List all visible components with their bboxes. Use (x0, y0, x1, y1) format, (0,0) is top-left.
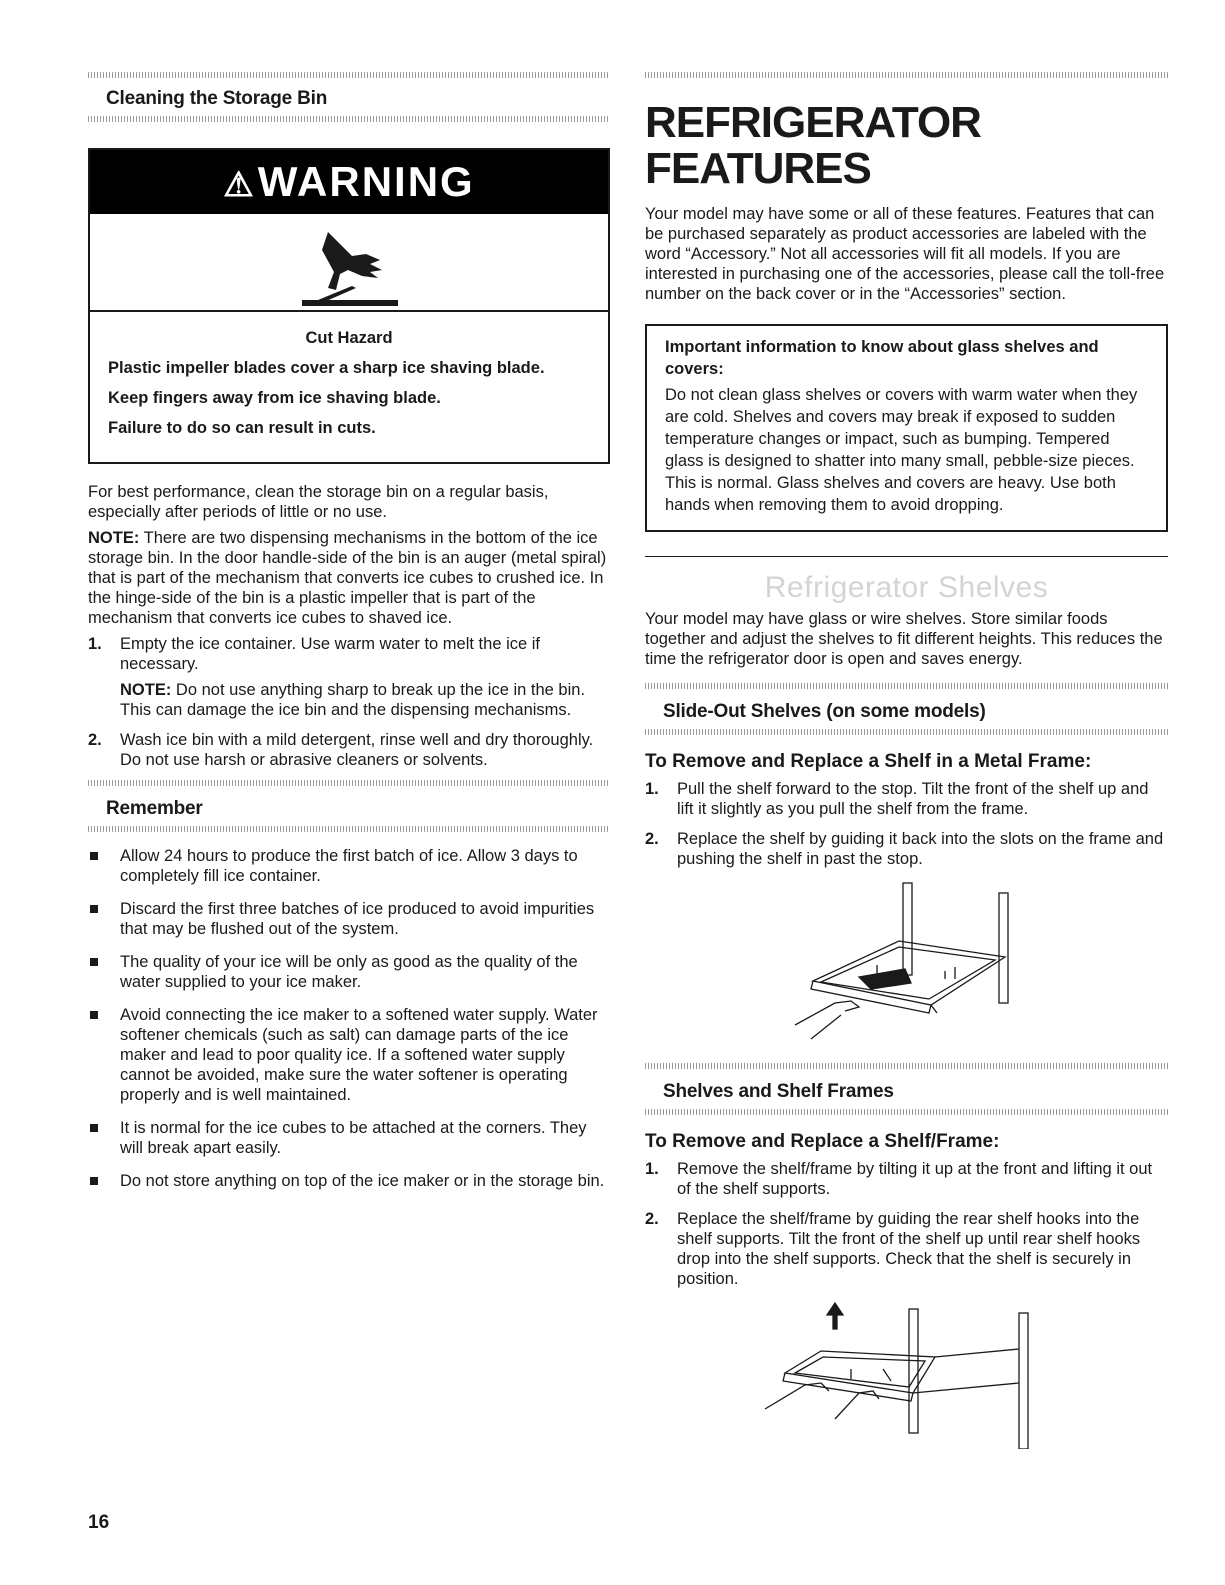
shelves-text: Your model may have glass or wire shelves. Store similar foods together and adjust the shelves to fit different heights. This reduces the time the refrigerator door is open and saves energy. (645, 610, 1163, 668)
slide-steps (645, 779, 1168, 869)
bullet-icon (90, 1177, 98, 1185)
hatch-rule (88, 116, 610, 122)
list-item (88, 634, 610, 720)
list-item (645, 829, 1168, 869)
warning-label: WARNING (257, 158, 475, 205)
bullet-icon (90, 1011, 98, 1019)
list-item (88, 1005, 610, 1105)
list-item (645, 1159, 1168, 1199)
section-cleaning-storage-bin (88, 72, 610, 122)
bullet-icon (90, 905, 98, 913)
bullet-icon (90, 852, 98, 860)
cut-hazard-icon (90, 214, 608, 312)
section-remember (88, 780, 610, 832)
info-title: Important information to know about glass shelves and covers: (665, 338, 1099, 378)
cleaning-intro: For best performance, clean the storage bin on a regular basis, especially after periods of little or no use. (88, 483, 549, 521)
step-text: Replace the shelf/frame by guiding the rear shelf hooks into the shelf supports. Tilt the front of the shelf up until rear shelf hooks drop into the shelf supports. Check that the shelf is securely in position. (677, 1210, 1141, 1288)
step-number: 1. (645, 1160, 659, 1178)
note-text: There are two dispensing mechanisms in the bottom of the ice storage bin. In the door handle-side of the bin is an auger (metal spiral) that is part of the mechanism that converts ice cubes to crushed ice. In the hinge-side of the bin is a plastic impeller that is part of the mechanism that converts ice cubes to shaved ice. (88, 529, 607, 627)
step-number: 1. (645, 780, 659, 798)
warning-line: Keep fingers away from ice shaving blade. (108, 389, 441, 407)
bullet-icon (90, 1124, 98, 1132)
warning-box (88, 148, 610, 464)
shelf-frame-illustration (645, 1299, 1168, 1449)
warning-line: Failure to do so can result in cuts. (108, 419, 376, 437)
hatch-rule (645, 72, 1168, 78)
features-intro: Your model may have some or all of these features. Features that can be purchased separately as product accessories are labeled with the word “Accessory.” Not all accessories will fit all models. If you are interested in purchasing one of the accessories, please call the toll-free number on the back cover or in the “Accessories” section. (645, 205, 1165, 303)
section-title: Cleaning the Storage Bin (106, 88, 328, 109)
step-note (120, 680, 610, 720)
info-text: Do not clean glass shelves or covers with warm water when they are cold. Shelves and covers may break if exposed to sudden temperature changes or impact, such as bumping. Tempered glass is designed to shatter into many small, pebble-size pieces. This is normal. Glass shelves and covers are heavy. Use both hands when removing them to avoid dropping. (665, 386, 1138, 514)
slide-out-shelf-illustration (645, 879, 1168, 1055)
glass-info-box (645, 324, 1168, 532)
list-item (88, 730, 610, 770)
note-label: NOTE: (120, 681, 172, 699)
left-column (88, 72, 610, 1204)
hatch-rule (645, 1109, 1168, 1115)
list-item (88, 899, 610, 939)
section-slide-out-shelves (645, 683, 1168, 735)
bullet-text: The quality of your ice will be only as good as the quality of the water supplied to your ice maker. (120, 953, 578, 991)
bullet-text: It is normal for the ice cubes to be attached at the corners. They will break apart easily. (120, 1119, 587, 1157)
bullet-text: Avoid connecting the ice maker to a softened water supply. Water softener chemicals (such as salt) can damage parts of the ice maker and lead to poor quality ice. If a softened water supply cannot be avoided, make sure the water softener is operating properly and is well maintained. (120, 1006, 598, 1104)
step-number: 2. (645, 830, 659, 848)
hatch-rule (88, 826, 610, 832)
note-label: NOTE: (88, 529, 140, 547)
list-item (88, 1171, 610, 1191)
bullet-text: Discard the first three batches of ice produced to avoid impurities that may be flushed out of the system. (120, 900, 595, 938)
step-text: Replace the shelf by guiding it back into the slots on the frame and pushing the shelf in past the stop. (677, 830, 1164, 868)
subsection-title: To Remove and Replace a Shelf in a Metal Frame: (645, 751, 1092, 772)
right-column (645, 72, 1168, 1449)
bullet-text: Allow 24 hours to produce the first batch of ice. Allow 3 days to completely fill ice container. (120, 847, 578, 885)
remember-list (88, 846, 610, 1191)
hatch-rule (645, 729, 1168, 735)
page-number: 16 (88, 1512, 110, 1533)
bullet-icon (90, 958, 98, 966)
list-item (88, 952, 610, 992)
section-title: Slide-Out Shelves (on some models) (663, 701, 986, 722)
step-number: 2. (88, 731, 102, 749)
step-text: Remove the shelf/frame by tilting it up at the front and lifting it out of the shelf supports. (677, 1160, 1153, 1198)
step-text: Wash ice bin with a mild detergent, rinse well and dry thoroughly. Do not use harsh or abrasive cleaners or solvents. (120, 731, 594, 769)
step-text: Pull the shelf forward to the stop. Tilt the front of the shelf up and lift it slightly as you pull the shelf from the frame. (677, 780, 1149, 818)
hazard-title: Cut Hazard (305, 329, 393, 347)
warning-text (90, 312, 608, 462)
bullet-text: Do not store anything on top of the ice maker or in the storage bin. (120, 1172, 605, 1190)
note-text: Do not use anything sharp to break up the ice in the bin. This can damage the ice bin and the dispensing mechanisms. (120, 681, 586, 719)
frames-steps (645, 1159, 1168, 1289)
section-shelves-frames (645, 1063, 1168, 1115)
shelves-heading: Refrigerator Shelves (764, 571, 1049, 604)
list-item (645, 779, 1168, 819)
warning-banner (90, 150, 608, 214)
warning-triangle-icon: ⚠ (223, 166, 256, 204)
list-item (88, 1118, 610, 1158)
step-text: Empty the ice container. Use warm water to melt the ice if necessary. (120, 635, 541, 673)
step-number: 2. (645, 1210, 659, 1228)
step-number: 1. (88, 635, 102, 653)
warning-line: Plastic impeller blades cover a sharp ice shaving blade. (108, 359, 545, 377)
section-title: Shelves and Shelf Frames (663, 1081, 894, 1102)
cleaning-note (88, 528, 610, 628)
page-title: REFRIGERATOR FEATURES (645, 98, 981, 193)
section-title: Remember (106, 798, 203, 819)
divider (645, 556, 1168, 557)
list-item (88, 846, 610, 886)
cleaning-steps (88, 634, 610, 770)
subsection-title: To Remove and Replace a Shelf/Frame: (645, 1131, 1000, 1152)
list-item (645, 1209, 1168, 1289)
